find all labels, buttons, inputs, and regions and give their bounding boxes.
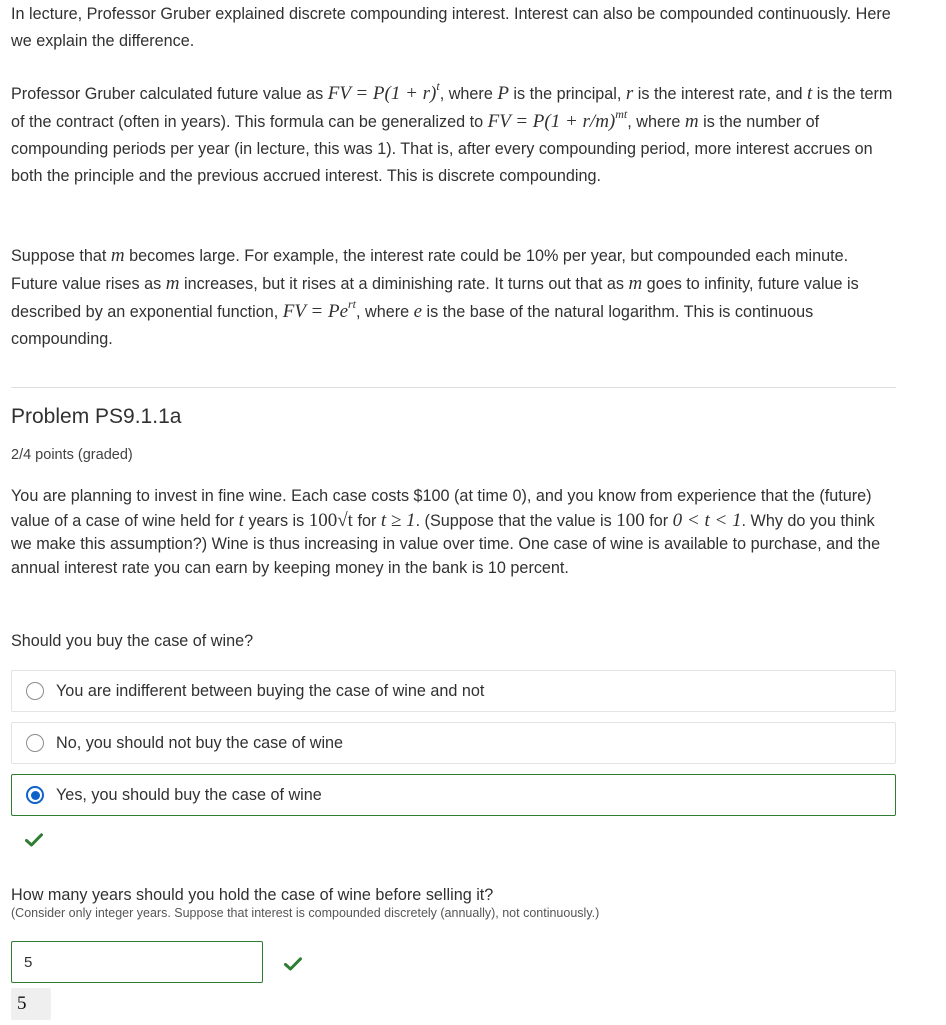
var-P: P [497, 83, 509, 104]
text: You are planning to invest in fine wine. Each case costs $100 (at time 0), and you know from experience that the (future) value of a case of wine held for [11, 487, 872, 530]
text: Professor Gruber calculated future value as [11, 85, 328, 103]
text: for [352, 511, 381, 530]
text: . Why do you think we make this assumption?) Wine is thus increasing in value over time. One case of wine is available to purchase, and the annual interest rate you can earn by keeping money in the bank is 10 percent. [11, 511, 881, 577]
text: is the principal, [508, 85, 626, 103]
problem-title: Problem PS9.1.1a [11, 405, 182, 428]
option-yes[interactable] [11, 774, 896, 816]
condition-t-ge-1: t ≥ 1 [380, 509, 416, 531]
correct-check-icon [25, 833, 43, 847]
fv-cont-base: FV = Pe [282, 301, 349, 322]
question-hint: (Consider only integer years. Suppose that interest is compounded discretely (annually), not continuously.) [11, 906, 600, 920]
text: . (Suppose that the value is [415, 511, 617, 530]
text: for [644, 511, 673, 530]
text: is the number of compounding periods per year (in lecture, this was 1). That is, after every compounding period, more interest accrues on both the principle and the previous accrued interest. This is discrete compounding. [11, 113, 873, 185]
var-e: e [413, 301, 423, 322]
problem-points: 2/4 points (graded) [11, 447, 133, 463]
condition-t-between: 0 < t < 1 [672, 509, 742, 531]
answer-input[interactable] [11, 941, 263, 983]
intro-paragraph-1: In lecture, Professor Gruber explained discrete compounding interest. Interest can also be compounded continuously. Here we explain the difference. [11, 5, 891, 50]
var-m: m [628, 273, 643, 294]
var-m: m [110, 245, 125, 266]
fv-general-formula [487, 107, 628, 132]
fv-formula-exp: t [436, 79, 440, 93]
radio-button[interactable] [26, 682, 44, 700]
answer-preview: 5 [11, 988, 51, 1020]
text: Suppose that [11, 247, 111, 265]
question-buy-wine: Should you buy the case of wine? [11, 632, 254, 650]
correct-check-icon [284, 957, 302, 971]
fv-general-base: FV = P(1 + r/m) [487, 111, 616, 132]
option-label: Yes, you should buy the case of wine [56, 785, 322, 804]
var-r: r [625, 83, 634, 104]
question-hold-years: How many years should you hold the case of wine before selling it? [11, 886, 494, 904]
fv-formula-base: FV = P(1 + r) [327, 83, 437, 104]
text: , where [627, 113, 685, 131]
fv-cont-exp: rt [348, 297, 357, 311]
var-t: t [238, 509, 244, 531]
option-label: No, you should not buy the case of wine [56, 733, 344, 752]
fv-continuous-formula [282, 297, 357, 322]
option-indifferent[interactable] [11, 670, 896, 712]
text: , where [439, 85, 498, 103]
text: goes to infinity, future value is described by an exponential function, [11, 275, 859, 321]
text: is the term of the contract (often in years). This formula can be generalized to [11, 85, 893, 131]
fv-general-exp: mt [615, 107, 628, 121]
var-t: t [806, 83, 813, 104]
text: , where [356, 303, 414, 321]
text: becomes large. For example, the interest rate could be 10% per year, but compounded each minute. Future value rises as [11, 247, 849, 293]
option-no[interactable] [11, 722, 896, 764]
var-m: m [165, 273, 180, 294]
text: years is [243, 511, 309, 530]
problem-statement [11, 485, 896, 580]
radio-button-selected[interactable] [26, 786, 44, 804]
intro-paragraph-2 [11, 80, 896, 190]
intro-paragraph-3 [11, 242, 896, 353]
text: is the base of the natural logarithm. This is continuous compounding. [11, 303, 814, 348]
section-divider [11, 387, 896, 388]
wine-value-formula: 100√t [308, 509, 353, 531]
var-m: m [684, 111, 699, 132]
option-label: You are indifferent between buying the case of wine and not [56, 681, 485, 700]
value-100: 100 [616, 509, 645, 531]
radio-button[interactable] [26, 734, 44, 752]
text: increases, but it rises at a diminishing rate. It turns out that as [179, 275, 629, 293]
text: is the interest rate, and [633, 85, 807, 103]
problem-body [11, 485, 896, 580]
fv-formula [327, 79, 440, 104]
